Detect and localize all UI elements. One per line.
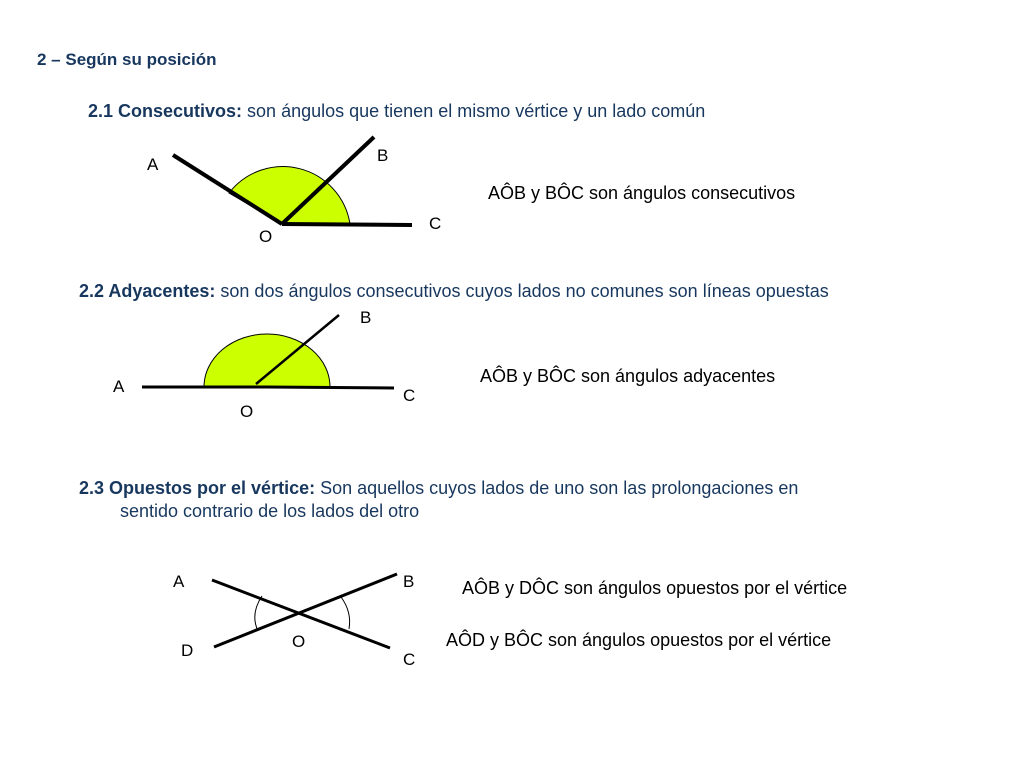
label-a: A [113, 377, 125, 396]
heading-term: 2.2 Adyacentes: [79, 281, 216, 301]
line-db [214, 574, 397, 647]
label-o: O [240, 402, 254, 421]
label-b: B [377, 146, 389, 165]
caption-consecutivos: AÔB y BÔC son ángulos consecutivos [488, 183, 796, 203]
ray-oc [267, 387, 394, 388]
label-o: O [259, 227, 273, 246]
label-o: O [292, 632, 306, 651]
heading-term: 2.3 Opuestos por el vértice: [79, 478, 316, 498]
heading-definition: Son aquellos cuyos lados de uno son las prolongaciones en [315, 478, 799, 498]
diagram-adyacentes [113, 308, 415, 421]
heading-definition-continued: sentido contrario de los lados del otro [120, 501, 420, 521]
label-c: C [403, 386, 416, 405]
label-d: D [181, 641, 194, 660]
heading-definition: son ángulos que tienen el mismo vértice y un lado común [242, 101, 706, 121]
label-b: B [403, 572, 415, 591]
label-a: A [147, 155, 159, 174]
label-b: B [360, 308, 372, 327]
angle-arc-right [341, 597, 350, 629]
heading-term: 2.1 Consecutivos: [88, 101, 243, 121]
caption-opuestos-1: AÔB y DÔC son ángulos opuestos por el vértice [462, 578, 848, 598]
label-c: C [429, 214, 442, 233]
angle-arc-fill [204, 334, 330, 387]
diagram-consecutivos [147, 137, 441, 246]
page-title: 2 – Según su posición [37, 50, 217, 69]
heading-definition: son dos ángulos consecutivos cuyos lados no comunes son líneas opuestas [215, 281, 829, 301]
label-a: A [173, 572, 185, 591]
diagram-opuestos [173, 572, 415, 669]
ray-oc [282, 224, 412, 225]
angle-arc-left [255, 596, 262, 631]
caption-opuestos-2: AÔD y BÔC son ángulos opuestos por el vértice [446, 630, 832, 650]
label-c: C [403, 650, 416, 669]
caption-adyacentes: AÔB y BÔC son ángulos adyacentes [480, 366, 776, 386]
